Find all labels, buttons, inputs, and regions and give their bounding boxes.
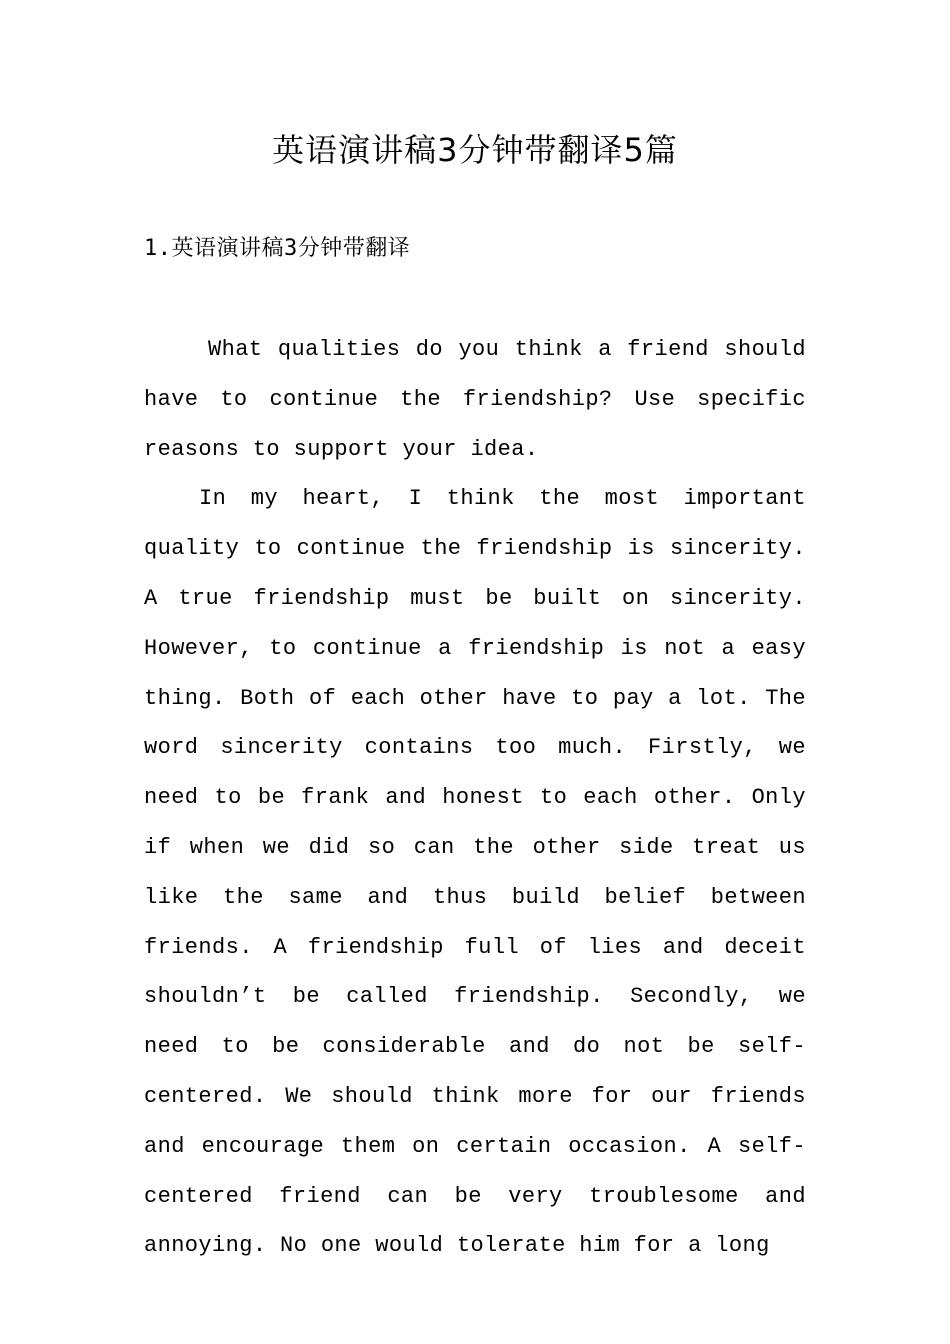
paragraph-question: What qualities do you think a friend should have to continue the friendship? Use specific reasons to support your idea.: [144, 337, 806, 462]
section-heading: 1.英语演讲稿3分钟带翻译: [144, 236, 411, 261]
document-body: [144, 325, 806, 1271]
document-title: 英语演讲稿3分钟带翻译5篇: [272, 131, 678, 169]
paragraph-answer: In my heart, I think the most important quality to continue the friendship is sincerity. A true friendship must be built on sincerity. However, to continue a friendship is not a easy thing. Both of each other have to pay a lot. The word sincerity contains too much. Firstly, we need to be frank and honest to each other. Only if when we did so can the other side treat us like the same and thus build belief between friends. A friendship full of lies and deceit shouldn’t be called friendship. Secondly, we need to be considerable and do not be self-centered. We should think more for our friends and encourage them on certain occasion. A self-centered friend can be very troublesome and annoying. No one would tolerate him for a long: [144, 486, 806, 1259]
